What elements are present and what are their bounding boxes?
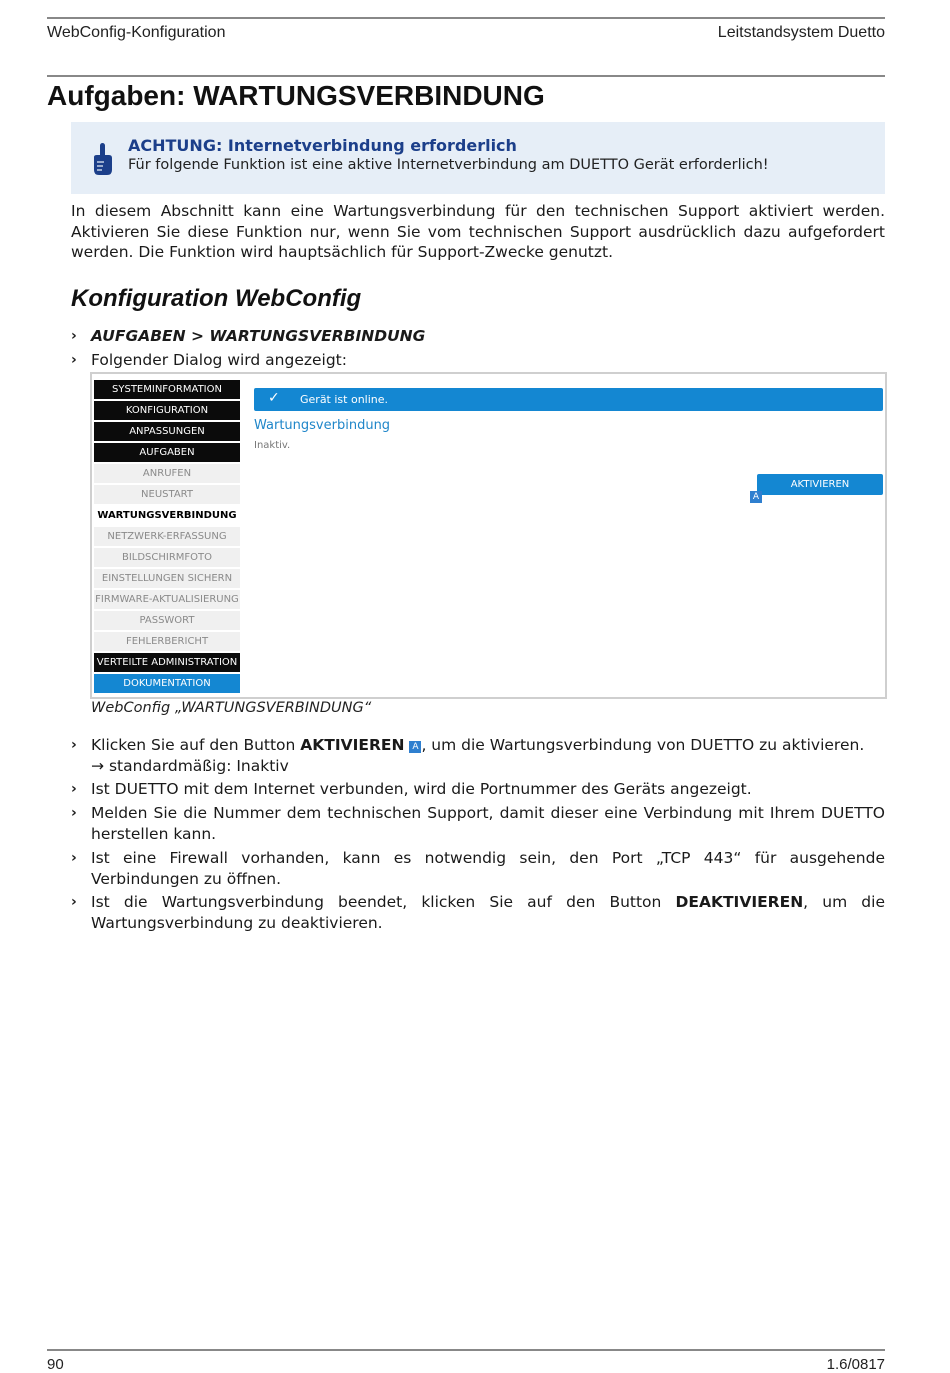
header-bottom-rule <box>47 75 885 77</box>
online-status-bar <box>254 388 883 411</box>
webconfig-screenshot <box>90 372 887 699</box>
header-section-title: WebConfig-Konfiguration <box>47 24 226 41</box>
pointing-hand-icon <box>89 142 115 178</box>
menu-item-konfiguration[interactable]: KONFIGURATION <box>94 401 240 420</box>
menu-item-anpassungen[interactable]: ANPASSUNGEN <box>94 422 240 441</box>
deactivate-label: DEAKTIVIEREN <box>675 893 804 911</box>
menu-item-systeminformation[interactable]: SYSTEMINFORMATION <box>94 380 240 399</box>
menu-path: AUFGABEN > WARTUNGSVERBINDUNG <box>91 327 426 345</box>
footer-rule <box>47 1349 885 1351</box>
connection-status: Inaktiv. <box>254 440 291 451</box>
page-title: Aufgaben: WARTUNGSVERBINDUNG <box>47 80 545 111</box>
chevron-right-icon: › <box>71 894 77 910</box>
bullet-activate-text: Klicken Sie auf den Button <box>91 736 301 754</box>
menu-item-passwort[interactable]: PASSWORT <box>94 611 240 630</box>
intro-paragraph: In diesem Abschnitt kann eine Wartungsverbindung für den technischen Support aktiviert werden. Aktivieren Sie diese Funktion nur, wenn Sie vom technischen Support ausdrücklich dazu aufgefordert werden. Die Funktion wird hauptsächlich für Support-Zwecke genutzt. <box>71 202 885 261</box>
menu-item-aufgaben[interactable]: AUFGABEN <box>94 443 240 462</box>
menu-item-bildschirmfoto[interactable]: BILDSCHIRMFOTO <box>94 548 240 567</box>
bullet-activate-text-end: , um die Wartungsverbindung von DUETTO zu aktivieren. <box>421 736 865 754</box>
section-title: Konfiguration WebConfig <box>71 285 362 312</box>
callout-marker: A <box>750 491 762 503</box>
checkmark-icon: ✓ <box>268 390 280 406</box>
default-value-note: standardmäßig: Inaktiv <box>108 756 289 775</box>
page-number: 90 <box>47 1356 64 1373</box>
figure-caption: WebConfig „WARTUNGSVERBINDUNG“ <box>91 700 372 716</box>
chevron-right-icon: › <box>71 781 77 797</box>
bullet-deactivate-text-end: , um die Wartungsverbindung zu deaktivieren. <box>91 893 885 932</box>
menu-item-einstellungen-sichern[interactable]: EINSTELLUNGEN SICHERN <box>94 569 240 588</box>
chevron-right-icon: › <box>71 328 77 344</box>
menu-item-dokumentation[interactable]: DOKUMENTATION <box>94 674 240 693</box>
chevron-right-icon: › <box>71 352 77 368</box>
menu-item-anrufen[interactable]: ANRUFEN <box>94 464 240 483</box>
menu-item-neustart[interactable]: NEUSTART <box>94 485 240 504</box>
chevron-right-icon: › <box>71 737 77 753</box>
wartungsverbindung-heading: Wartungsverbindung <box>254 418 391 433</box>
activate-label: AKTIVIEREN <box>300 736 405 754</box>
notice-title: ACHTUNG: Internetverbindung erforderlich <box>128 136 517 155</box>
menu-item-fehlerbericht[interactable]: FEHLERBERICHT <box>94 632 240 651</box>
menu-item-firmware-aktualisierung[interactable]: FIRMWARE-AKTUALISIERUNG <box>94 590 240 609</box>
header-product-name: Leitstandsystem Duetto <box>717 24 885 41</box>
menu-item-wartungsverbindung[interactable]: WARTUNGSVERBINDUNG <box>94 506 240 525</box>
step-dialog-text: Folgender Dialog wird angezeigt: <box>91 351 347 369</box>
bullet-report-number-text: Melden Sie die Nummer dem technischen Support, damit dieser eine Verbindung mit Ihrem DUETTO herstellen kann. <box>91 804 885 843</box>
header-top-rule <box>47 17 885 19</box>
bullet-deactivate-text: Ist die Wartungsverbindung beendet, klicken Sie auf den Button <box>91 893 676 911</box>
attention-notice <box>71 122 885 194</box>
bullet-port-number-text: Ist DUETTO mit dem Internet verbunden, wird die Portnummer des Geräts angezeigt. <box>91 780 752 798</box>
chevron-right-icon: › <box>71 850 77 866</box>
document-version: 1.6/0817 <box>826 1356 885 1373</box>
menu-item-verteilte-administration[interactable]: VERTEILTE ADMINISTRATION <box>94 653 240 672</box>
callout-marker: A <box>409 741 421 753</box>
notice-text: Für folgende Funktion ist eine aktive Internetverbindung am DUETTO Gerät erforderlich! <box>128 157 769 173</box>
online-status-text: Gerät ist online. <box>300 393 389 406</box>
bullet-firewall-text: Ist eine Firewall vorhanden, kann es notwendig sein, den Port „TCP 443“ für ausgehende Verbindungen zu öffnen. <box>91 849 885 888</box>
arrow-right-icon: → <box>91 756 104 775</box>
chevron-right-icon: › <box>71 805 77 821</box>
activate-button[interactable]: AKTIVIEREN <box>757 474 883 495</box>
menu-item-netzwerk-erfassung[interactable]: NETZWERK-ERFASSUNG <box>94 527 240 546</box>
